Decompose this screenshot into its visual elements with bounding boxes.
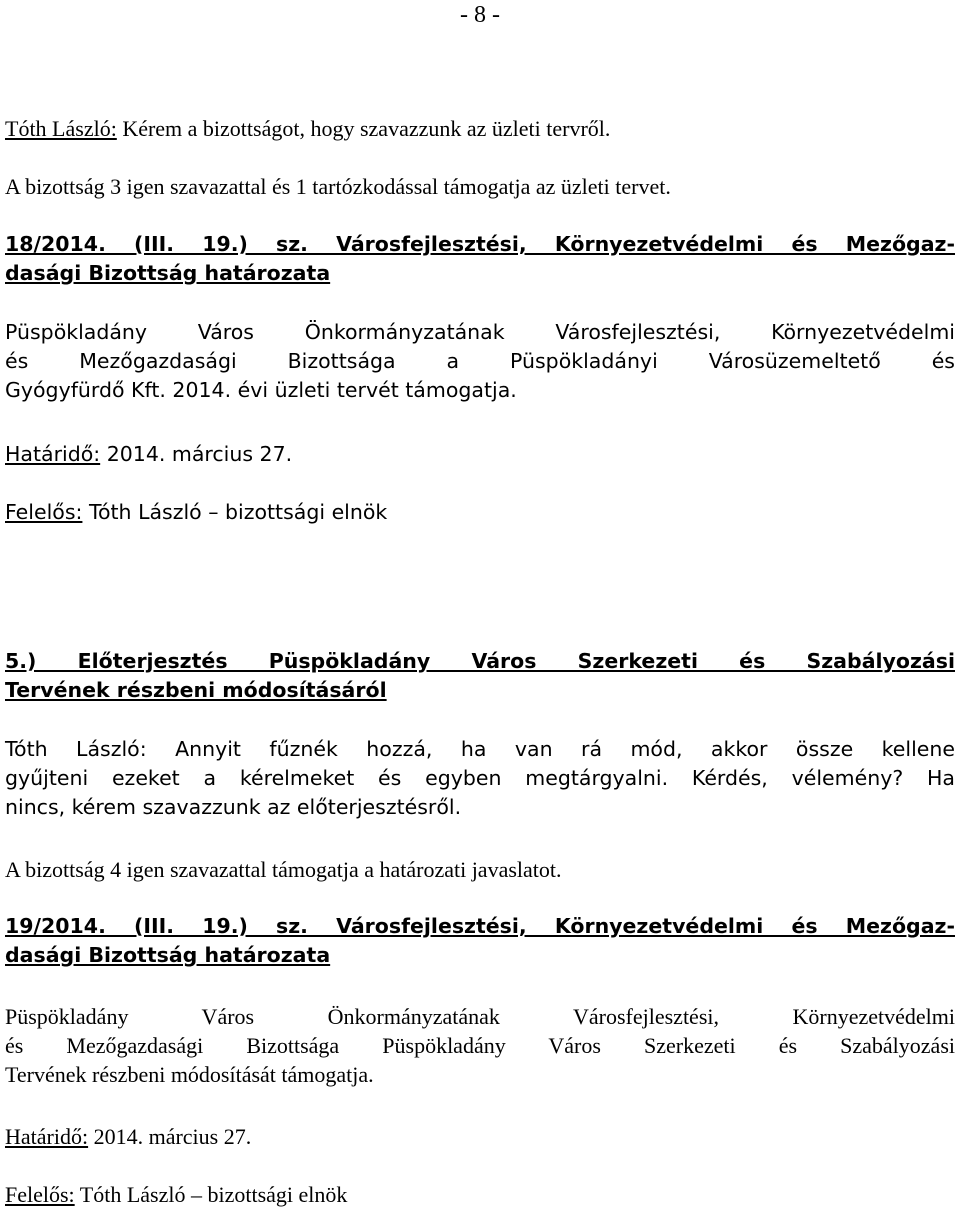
responsible-value: Tóth László – bizottsági elnök: [82, 500, 388, 524]
resolution-heading-line: dasági Bizottság határozata: [5, 261, 331, 285]
speech-text: nincs, kérem szavazzunk az előterjesztésről.: [5, 795, 462, 819]
vote-result: A bizottság 4 igen szavazattal támogatja a határozati javaslatot.: [5, 857, 562, 882]
speech-text: gyűjteni ezeket a kérelmeket és egyben megtárgyalni. Kérdés, vélemény? Ha: [5, 766, 955, 790]
resolution-heading: [5, 912, 955, 970]
deadline-line: [5, 440, 955, 469]
resolution-body-line: Püspökladány Város Önkormányzatának Városfejlesztési, Környezetvédelmi: [5, 320, 955, 344]
resolution-body-line: és Mezőgazdasági Bizottsága Püspökladány Város Szerkezeti és Szabályozási: [5, 1033, 955, 1058]
deadline-line: [5, 1122, 955, 1151]
resolution-heading-line: 18/2014. (III. 19.) sz. Városfejlesztési, Környezetvédelmi és Mezőgaz-: [5, 232, 955, 256]
page-number: - 8 -: [460, 2, 500, 28]
speech-text: Annyit fűznék hozzá, ha van rá mód, akkor össze kellene: [146, 737, 956, 761]
deadline-label: Határidő:: [5, 442, 101, 466]
speaker-name: Tóth László:: [5, 116, 117, 141]
speaker-name: Tóth László:: [5, 737, 147, 761]
deadline-label: Határidő:: [5, 1124, 89, 1149]
resolution-body-line: Gyógyfürdő Kft. 2014. évi üzleti tervét támogatja.: [5, 378, 517, 402]
responsible-line: [5, 498, 955, 527]
deadline-value: 2014. március 27.: [88, 1124, 252, 1149]
resolution-heading: [5, 230, 955, 288]
speech-paragraph: [5, 114, 955, 143]
resolution-body: [5, 1002, 955, 1089]
resolution-body: [5, 318, 955, 405]
agenda-item-heading-line: Tervének részbeni módosításáról: [5, 678, 387, 702]
resolution-body-line: Tervének részbeni módosítását támogatja.: [5, 1062, 374, 1087]
speech-text: Kérem a bizottságot, hogy szavazzunk az üzleti tervről.: [116, 116, 611, 141]
resolution-heading-line: 19/2014. (III. 19.) sz. Városfejlesztési, Környezetvédelmi és Mezőgaz-: [5, 914, 955, 938]
resolution-body-line: és Mezőgazdasági Bizottsága a Püspökladányi Városüzemeltető és: [5, 349, 955, 373]
responsible-label: Felelős:: [5, 1182, 75, 1207]
agenda-item-heading: [5, 647, 955, 705]
resolution-body-line: Püspökladány Város Önkormányzatának Városfejlesztési, Környezetvédelmi: [5, 1004, 955, 1029]
agenda-item-heading-line: 5.) Előterjesztés Püspökladány Város Szerkezeti és Szabályozási: [5, 649, 955, 673]
vote-result: A bizottság 3 igen szavazattal és 1 tartózkodással támogatja az üzleti tervet.: [5, 174, 671, 199]
speech-paragraph: [5, 735, 955, 822]
responsible-value: Tóth László – bizottsági elnök: [74, 1182, 348, 1207]
responsible-label: Felelős:: [5, 500, 83, 524]
deadline-value: 2014. március 27.: [100, 442, 293, 466]
responsible-line: [5, 1180, 955, 1209]
resolution-heading-line: dasági Bizottság határozata: [5, 943, 331, 967]
